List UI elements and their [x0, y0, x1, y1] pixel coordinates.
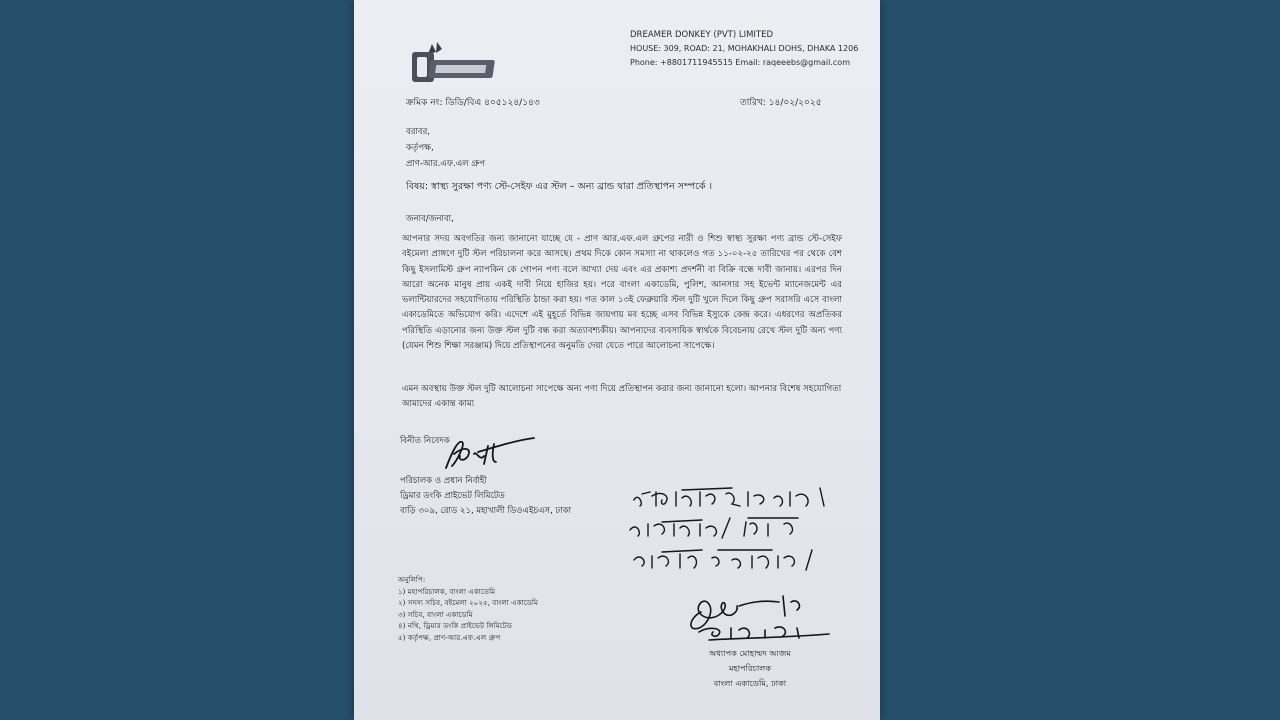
- company-contact: Phone: +8801711945515 Email: raqeeebs@gmail.com: [630, 58, 850, 67]
- recipient-address: [406, 124, 485, 172]
- dreamer-donkey-logo: [406, 38, 506, 88]
- company-name: DREAMER DONKEY (PVT) LIMITED: [630, 30, 774, 40]
- copy-item: ৪) নথি, ড্রিমার ডংকি প্রাইভেট লিমিটেড: [398, 621, 512, 630]
- copy-item: ১) মহাপরিচালক, বাংলা একাডেমি: [398, 586, 496, 596]
- signature-official: [679, 582, 839, 644]
- letter-date: তারিখ: ১৪/০২/২০২৫: [740, 98, 822, 108]
- subject-line: বিষয়: স্বাস্থ্য সুরক্ষা পণ্য স্টে-সেইফ এর স্টল – অন্য ব্রান্ড দ্বারা প্রতিস্থাপন সম্পর্কে ।: [406, 181, 712, 192]
- salutation: জনাব/জনাবা,: [406, 214, 454, 224]
- letter-body: আপনার সদয় অবগতির জন্য জানানো যাচ্ছে যে - প্রাণ আর.এফ.এল গ্রুপের নারী ও শিশু স্বাস্থ্য সুরক্ষা পণ্য ব্রান্ড স্টে-সেইফ বইমেলা প্রাঙ্গণে দুটি স্টল পরিচালনা করে আসছে। প্রথম দিকে কোন সমস্যা না থাকলেও গত ১১-০২-২৫ তারিখের পর থেকে বেশ কিছু ইসলামিস্ট গ্রুপ ন্যাপকিন কে গোপন পণ্য বলে আখ্যা দেয় এবং এর প্রকাশ্য প্রদর্শনী বা বিক্রি বন্ধে দাবী জানায়। এরপর দিন আরো অনেক মানুষ প্রায় একই দাবী নিয়ে হাজির হয়। পরে বাংলা একাডেমি, পুলিশ, আনসার সহ ইভেন্ট ম্যানেজমেন্ট এর ভলান্টিয়ারদের সহযোগিতায় পরিস্থিতি ঠান্ডা করা হয়। গত কাল ১৩ই ফেব্রুয়ারি স্টল দুটি খুলে দিলে কিছু গ্রুপ সরাসরি এসে বাংলা একাডেমিতে অভিযোগ করি। এদেশে এই মুহূর্তে বিভিন্ন জায়গায় মব হচ্ছে এসব বিভিন্ন ইস্যুকে কেন্দ্র করে। এধরণের অপ্রতিকর পরিস্থিতি এড়ানোর জন্য উক্ত স্টল দুটি বন্ধ করা অত্যাবশ্যকীয়। আপনাদের ব্যবসায়িক স্বার্থকে বিবেচনায় রেখে স্টল দুটি অন্য পণ্য (যেমন শিশু শিক্ষা সরঞ্জাম) দিয়ে প্রতিস্থাপনের অনুমতি দেয়া যেতে পারে আলোচনা সাপেক্ষে।: [402, 234, 842, 352]
- copy-list: [398, 574, 538, 643]
- sender-title: পরিচালক ও প্রধান নির্বাহী: [400, 476, 487, 486]
- company-address: HOUSE: 309, ROAD: 21, MOHAKHALI DOHS, DHAKA 1206: [630, 44, 859, 53]
- letter-page: [354, 0, 880, 720]
- closing-paragraph: এমন অবস্থায় উক্ত স্টল দুটি আলোচনা সাপেক্ষে অন্য পণ্য দিয়ে প্রতিস্থাপন করার জন্য জানানো হলো। আপনার বিশেষ সহযোগিতা আমাদের একান্ত কাম্য: [402, 384, 842, 410]
- handwritten-note: [622, 478, 852, 576]
- recipient-line: কর্তৃপক্ষ,: [406, 143, 434, 153]
- signature-sender: [438, 432, 538, 472]
- official-organization: বাংলা একাডেমি, ঢাকা: [713, 678, 787, 688]
- sender-address: বাড়ি ৩০৯, রোড ২১, মহাখালী ডিওএইচএস, ঢাকা: [400, 506, 572, 516]
- recipient-line: প্রাণ-আর.এফ.এল গ্রুপ: [406, 159, 485, 169]
- yours-faithfully: বিনীত নিবেদক: [400, 436, 450, 446]
- official-details: [680, 646, 820, 691]
- copy-item: ৫) কর্তৃপক্ষ, প্রাণ-আর.এফ.এল গ্রুপ: [398, 632, 501, 642]
- copy-title: অনুলিপি:: [398, 575, 426, 584]
- recipient-line: বরাবর,: [406, 127, 430, 137]
- copy-item: ২) সদস্য সচিব, বইমেলা ২০২৫, বাংলা একাডেমি: [398, 598, 538, 607]
- sender-details: [400, 474, 571, 519]
- reference-number: ক্রমিক নং: ডিডি/বিএ ৪০৫১২৪/১৪৩: [406, 98, 540, 108]
- official-title: মহাপরিচালক: [728, 663, 772, 673]
- sender-company: ড্রিমার ডংকি প্রাইভেট লিমিটেড: [400, 491, 505, 501]
- copy-item: ৩) সচিব, বাংলা একাডেমি: [398, 609, 473, 619]
- company-header: [630, 28, 858, 70]
- official-name: অধ্যাপক মোহাম্মদ আজম: [709, 648, 791, 658]
